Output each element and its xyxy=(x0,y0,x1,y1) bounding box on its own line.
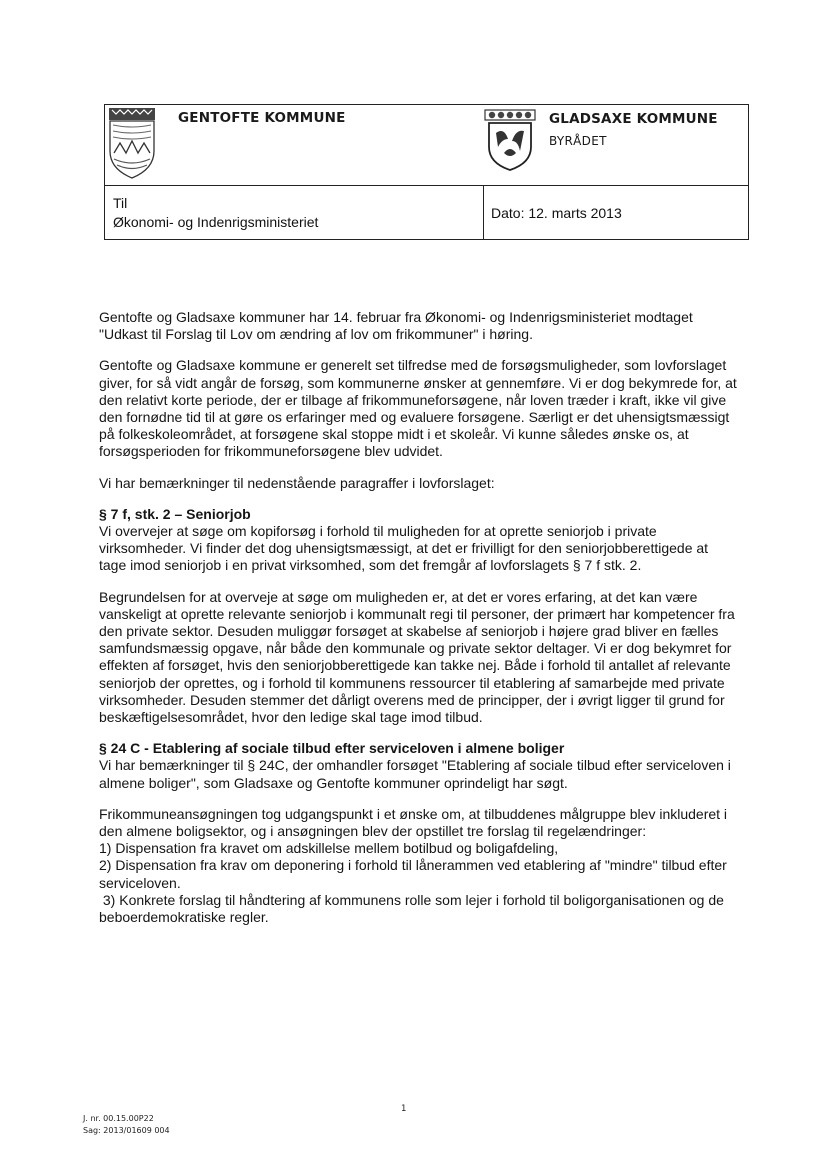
gladsaxe-council-label: BYRÅDET xyxy=(549,134,607,148)
seniorjob-paragraph-2: Begrundelsen for at overveje at søge om muligheden er, at det er vores erfaring, at det kan være vanskeligt at oprette relevante seniorjob i kommunalt regi til personer, der primært har kompetencer fra den private sektor. Desuden muliggør forsøget at skabelse af seniorjob i højere grad bliver en fælles samfundsmæssig opgave, når både den kommunale og private sektor deltager. Vi er dog bekymret for effekten af forsøget, hvis den seniorjobberettigede kan takke nej. Både i forhold til antallet af relevante seniorjob der oprettes, og i forhold til kommunens ressourcer til etablering af samarbejde med private virksomheder. Desuden stemmer det dårligt overens med de principper, der i øvrigt ligger til grund for beskæftigelsesområdet, hvor den ledige skal tage imod tilbud. xyxy=(99,588,735,726)
letter-date: Dato: 12. marts 2013 xyxy=(491,205,622,221)
list-item: 3) Konkrete forslag til håndtering af kommunens rolle som lejer i forhold til boligorganisationen og de beboerdemokratiske regler. xyxy=(99,891,728,926)
header-column-divider xyxy=(483,185,484,239)
social-housing-paragraph-1: Vi har bemærkninger til § 24C, der omhandler forsøget "Etablering af sociale tilbud efter serviceloven i almene boliger", som Gladsaxe og Gentofte kommuner oprindeligt har søgt. xyxy=(99,757,731,791)
gentofte-crest-icon xyxy=(108,107,156,179)
seniorjob-paragraph-1: Vi overvejer at søge om kopiforsøg i forhold til muligheden for at oprette seniorjob i private virksomheder. Vi finder det dog uhensigtsmæssigt, at det er frivilligt for den seniorjobberettigede at tage imod seniorjob i en privat virksomhed, som det fremgår af lovforslagets § 7 f stk. 2. xyxy=(99,523,709,574)
footer-reference xyxy=(83,1113,170,1137)
page-number: 1 xyxy=(401,1104,407,1114)
journal-number: J. nr. 00.15.00P22 xyxy=(83,1114,154,1123)
list-item: 2) Dispensation fra krav om deponering i forhold til lånerammen ved etablering af "mindre" tilbud efter serviceloven. xyxy=(99,857,727,891)
section-heading-social-housing: § 24 C - Etablering af sociale tilbud efter serviceloven i almene boliger xyxy=(99,740,565,757)
recipient-name: Økonomi- og Indenrigsministeriet xyxy=(113,214,319,230)
remarks-intro-paragraph: Vi har bemærkninger til nedenstående paragraffer i lovforslaget: xyxy=(99,474,495,491)
general-remarks-paragraph: Gentofte og Gladsaxe kommune er generelt set tilfredse med de forsøgsmuligheder, som lovforslaget giver, for så vidt angår de forsøg, som kommunerne ønsker at gennemføre. Vi er dog bekymrede for, at den relativt korte periode, der er tilbage af frikommuneforsøgene, når loven træder i kraft, ikke vil give den fornødne tid til at gøre os erfaringer med og evaluere forsøgene. Særligt er det uhensigtsmæssigt på folkeskoleområdet, at forsøgene skal stoppe midt i et skoleår. Vi kunne således ønske os, at forsøgsperioden for frikommuneforsøgene blev udvidet. xyxy=(99,357,737,460)
list-item: 1) Dispensation fra kravet om adskillelse mellem botilbud og boligafdeling, xyxy=(99,840,559,857)
letter-header-table xyxy=(104,104,749,240)
intro-paragraph: Gentofte og Gladsaxe kommuner har 14. februar fra Økonomi- og Indenrigsministeriet modtaget "Udkast til Forslag til Lov om ændring af lov om frikommuner" i høring. xyxy=(99,309,693,343)
gladsaxe-municipality-name: GLADSAXE KOMMUNE xyxy=(549,111,718,127)
letter-body xyxy=(99,309,739,926)
gentofte-municipality-name: GENTOFTE KOMMUNE xyxy=(178,110,346,126)
social-housing-paragraph-2: Frikommuneansøgningen tog udgangspunkt i et ønske om, at tilbuddenes målgruppe blev inkluderet i den almene boligsektor, og i ansøgningen blev der opstillet tre forslag til regelændringer: xyxy=(99,805,728,840)
case-number: Sag: 2013/01609 004 xyxy=(83,1126,170,1135)
gladsaxe-crest-icon xyxy=(482,109,538,171)
recipient-label: Til xyxy=(113,195,128,211)
header-address-row xyxy=(105,185,748,239)
section-heading-seniorjob: § 7 f, stk. 2 – Seniorjob xyxy=(99,505,251,522)
